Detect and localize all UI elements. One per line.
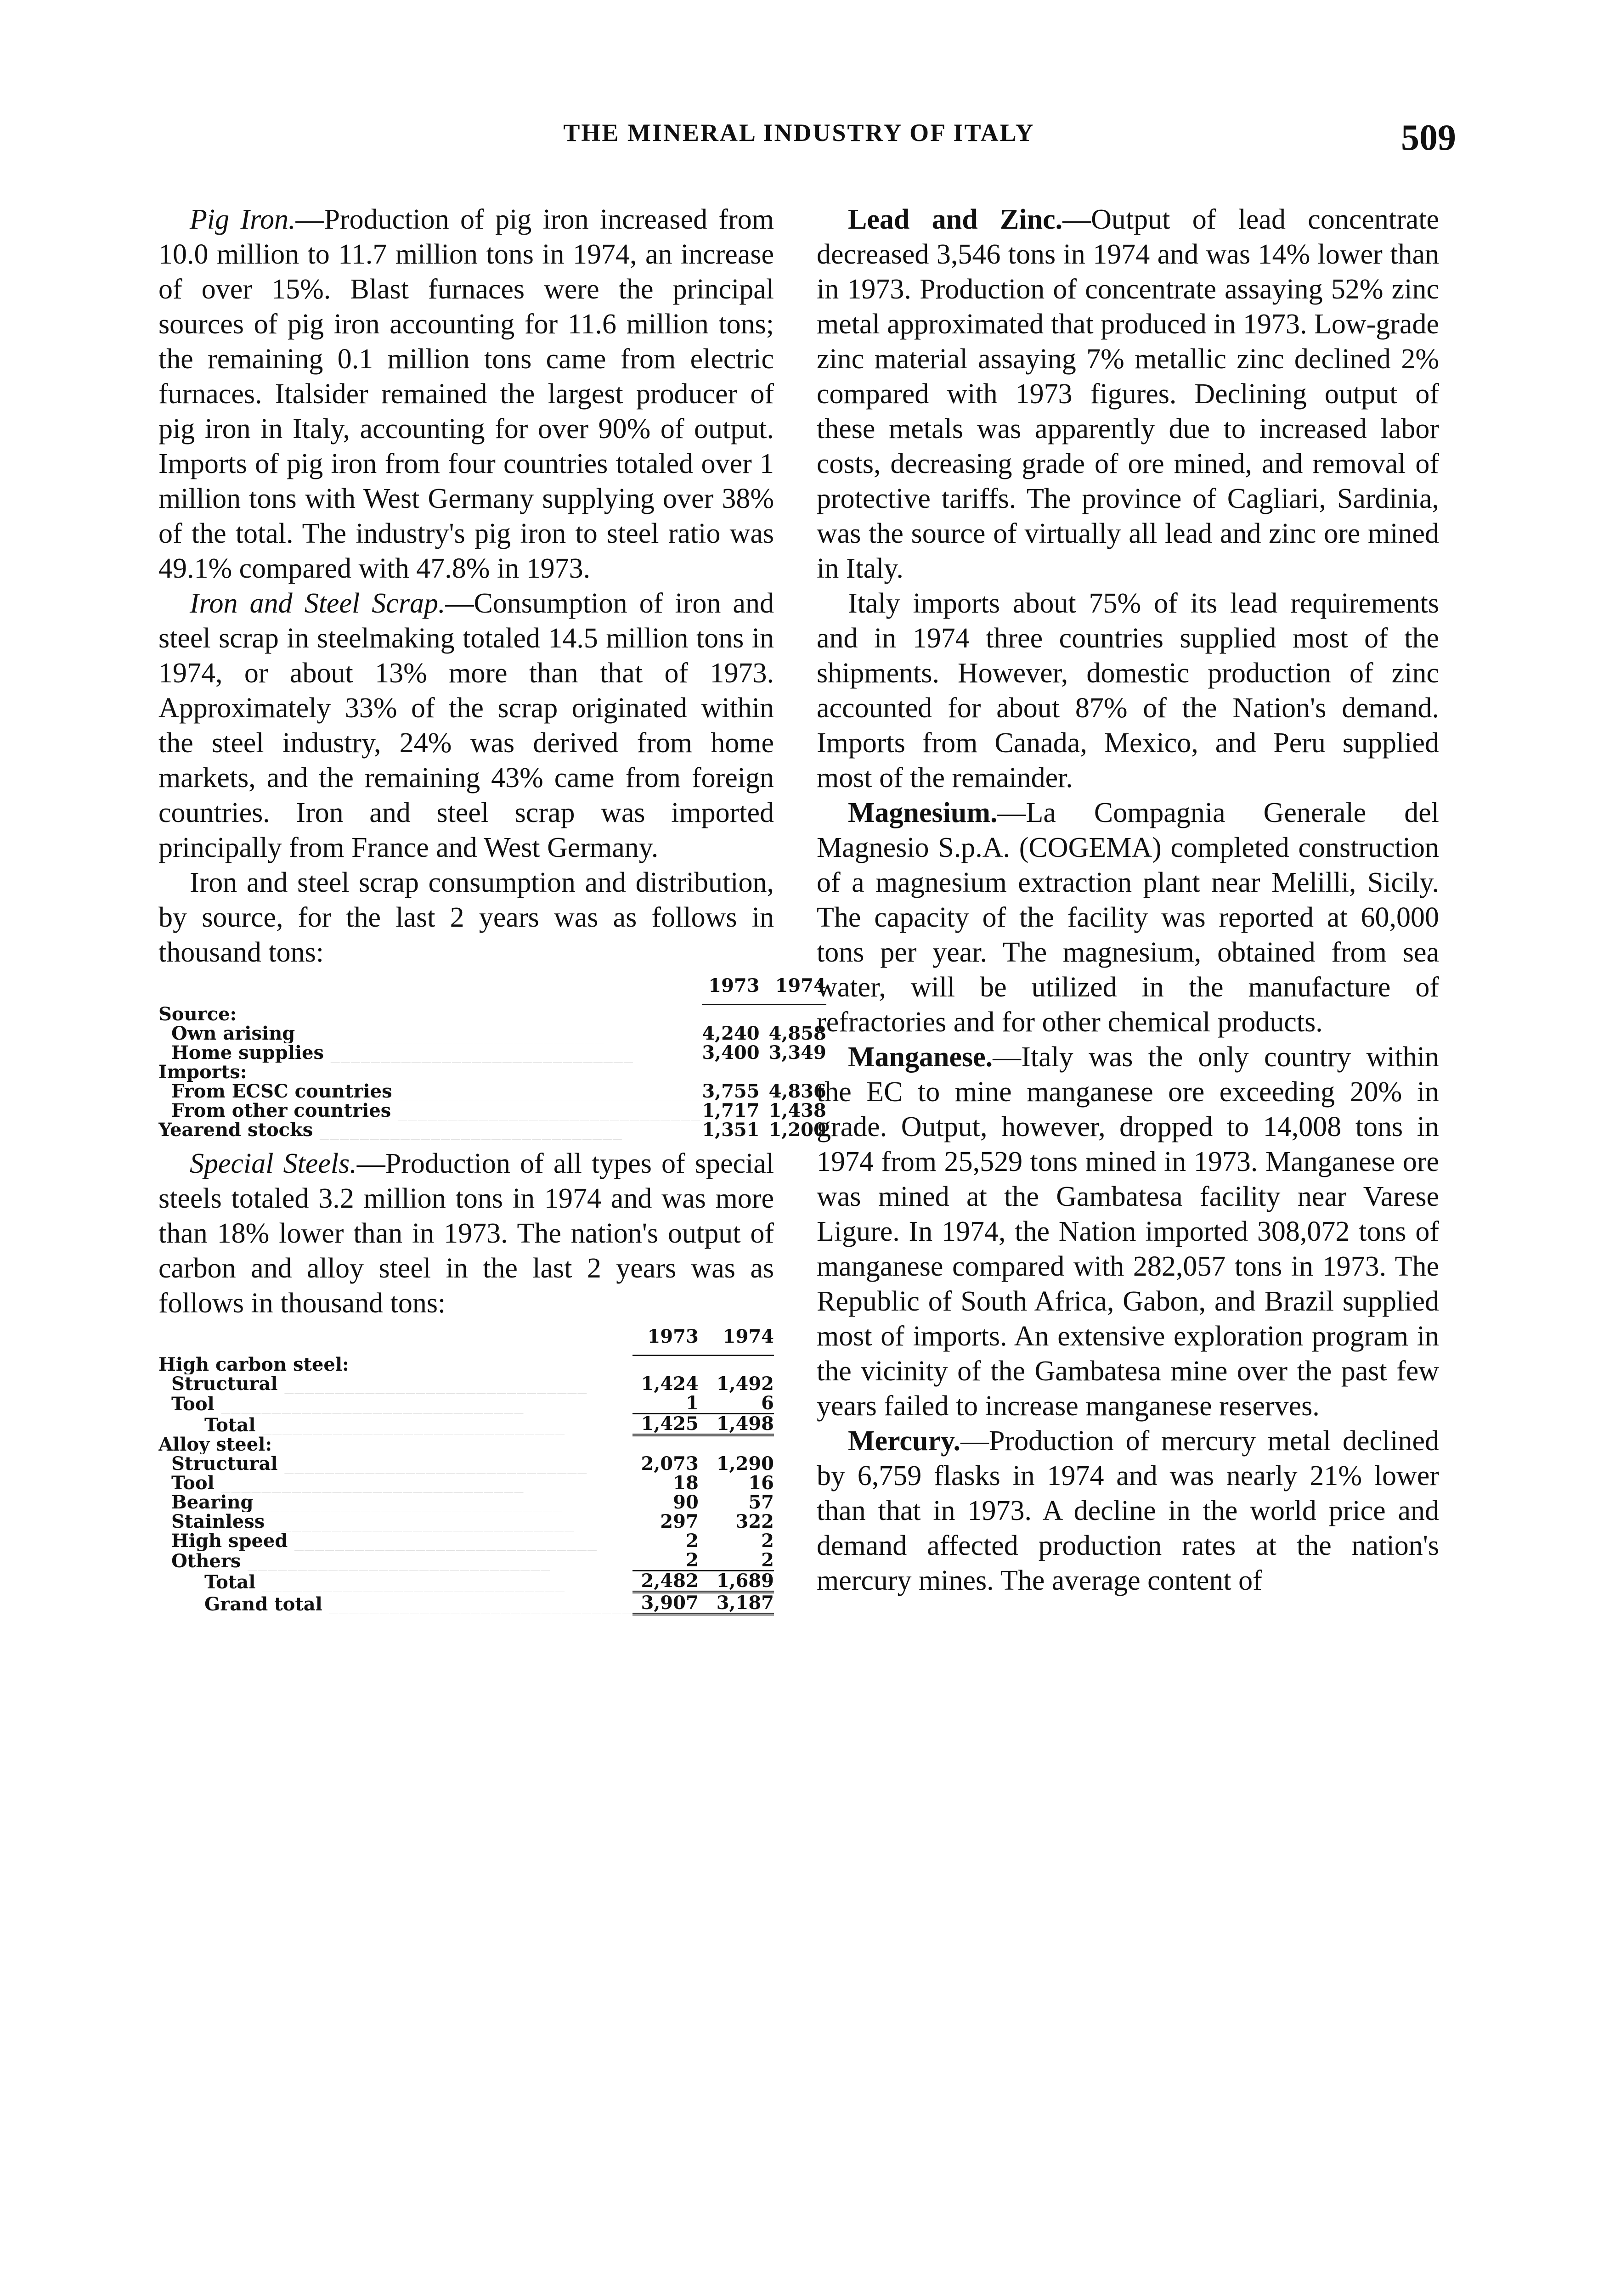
table-row: Tool _____ 18 16 <box>158 1474 774 1493</box>
table-row: From other countries _____ 1,717 1,438 <box>158 1101 826 1120</box>
magnesium-text: —La Compagnia Generale del Magnesio S.p.A. (COGEMA) completed construction of a magnesium extraction plant near Melilli, Sicily. The capacity of the facility was reported at 60,000 tons per year. The magnesium, obtained from sea water, will be utilized in the manufacture of refractories and for other chemical products. <box>817 797 1439 1038</box>
table-row: Home supplies _____ 3,400 3,349 <box>158 1043 826 1063</box>
table-row: From ECSC countries _____ 3,755 4,836 <box>158 1082 826 1101</box>
table-row: Bearing _____ 90 57 <box>158 1493 774 1512</box>
mercury-text: —Production of mercury metal declined by 6,759 flasks in 1974 and was nearly 21% lower than that in 1973. A decline in the world price and demand affected production rates at the nation's mercury mines. The average content of <box>817 1425 1439 1596</box>
mercury-paragraph <box>817 1424 1439 1598</box>
pig-iron-heading: Pig Iron. <box>190 204 296 235</box>
steel-col-1974: 1974 <box>699 1327 774 1356</box>
manganese-text: —Italy was the only country within the EC to mine manganese ore exceeding 20% in grade. Output, however, dropped to 14,008 tons in 1974 from 25,529 tons mined in 1973. Manganese ore was mined at the Gambatesa facility near Varese Ligure. In 1974, the Nation imported 308,072 tons of manganese compared with 282,057 tons in 1973. The Republic of South Africa, Gabon, and Brazil supplied most of imports. An extensive exploration program in the vicinity of the Gambatesa mine over the past few years failed to increase manganese reserves. <box>817 1041 1439 1422</box>
table-row: Imports: <box>158 1062 247 1082</box>
lead-imports-paragraph: Italy imports about 75% of its lead requirements and in 1974 three countries supplied most of the shipments. However, domestic production of zinc accounted for about 87% of the Nation's demand. Imports from Canada, Mexico, and Peru supplied most of the remainder. <box>817 588 1439 793</box>
magnesium-heading: Magnesium. <box>848 797 998 828</box>
table-row: Structural _____ 1,424 1,492 <box>158 1374 774 1394</box>
lead-zinc-paragraph <box>817 202 1439 586</box>
lead-zinc-text: —Output of lead concentrate decreased 3,546 tons in 1974 and was 14% lower than in 1973. Production of concentrate assaying 52% zinc metal approximated that produced in 1973. Low-grade zinc material assaying 7% metallic zinc declined 2% compared with 1973 figures. Declining output of these metals was apparently due to increased labor costs, decreasing grade of ore mined, and removal of protective tariffs. The province of Cagliari, Sardinia, was the source of virtually all lead and zinc ore mined in Italy. <box>817 204 1439 584</box>
scrap-heading: Iron and Steel Scrap. <box>190 588 446 619</box>
mercury-heading: Mercury. <box>848 1425 961 1457</box>
table-row: Tool _____ 1 6 <box>158 1394 774 1414</box>
table-row: Others _____ 2 2 <box>158 1551 774 1571</box>
table-row: Stainless _____ 297 322 <box>158 1512 774 1531</box>
lead-zinc-heading: Lead and Zinc. <box>848 204 1063 235</box>
manganese-heading: Manganese. <box>848 1041 993 1073</box>
scrap-table <box>158 976 826 1140</box>
steel-table <box>158 1327 774 1616</box>
table-row: Own arising _____ 4,240 4,858 <box>158 1024 826 1043</box>
pig-iron-text: —Production of pig iron increased from 10.0 million to 11.7 million tons in 1974, an increase of over 15%. Blast furnaces were the principal sources of pig iron accounting for 11.6 million tons; the remaining 0.1 million tons came from electric furnaces. Italsider remained the largest producer of pig iron in Italy, accounting for over 90% of output. Imports of pig iron from four countries totaled over 1 million tons with West Germany supplying over 38% of the total. The industry's pig iron to steel ratio was 49.1% compared with 47.8% in 1973. <box>158 204 774 584</box>
scrap-col-1974: 1974 <box>760 976 826 1005</box>
table-row: High speed _____ 2 2 <box>158 1531 774 1551</box>
table-row: Grand total _____ 3,907 3,187 <box>158 1592 774 1614</box>
table-row: High carbon steel: <box>158 1355 349 1374</box>
scrap-paragraph <box>158 586 774 865</box>
left-column <box>158 202 826 1622</box>
table-row: Source: <box>158 1004 237 1024</box>
special-steels-heading: Special Steels. <box>190 1148 357 1179</box>
table-row: Total _____ 2,482 1,689 <box>158 1571 774 1593</box>
running-header: THE MINERAL INDUSTRY OF ITALY <box>563 119 1035 146</box>
scrap-text: —Consumption of iron and steel scrap in steelmaking totaled 14.5 million tons in 1974, or about 13% more than that of 1973. Approximately 33% of the scrap originated within the steel industry, 24% was derived from home markets, and the remaining 43% came from foreign countries. Iron and steel scrap was imported principally from France and West Germany. <box>158 588 774 863</box>
scrap-intro-paragraph: Iron and steel scrap consumption and distribution, by source, for the last 2 years was as follows in thousand tons: <box>158 867 774 968</box>
table-row: Structural _____ 2,073 1,290 <box>158 1454 774 1474</box>
special-steels-text: —Production of all types of special steels totaled 3.2 million tons in 1974 and was more than 18% lower than in 1973. The nation's output of carbon and alloy steel in the last 2 years was as follows in thousand tons: <box>158 1148 774 1319</box>
magnesium-paragraph <box>817 795 1439 1040</box>
special-steels-paragraph <box>158 1146 774 1321</box>
right-column <box>817 202 1439 1598</box>
manganese-paragraph <box>817 1040 1439 1424</box>
table-row: Alloy steel: <box>158 1435 272 1454</box>
page-number: 509 <box>1401 118 1456 158</box>
pig-iron-paragraph <box>158 202 774 586</box>
steel-col-1973: 1973 <box>632 1327 699 1356</box>
table-row: Yearend stocks _____ 1,351 1,200 <box>158 1120 826 1140</box>
table-row: Total _____ 1,425 1,498 <box>158 1414 774 1435</box>
scrap-col-1973: 1973 <box>702 976 759 1005</box>
